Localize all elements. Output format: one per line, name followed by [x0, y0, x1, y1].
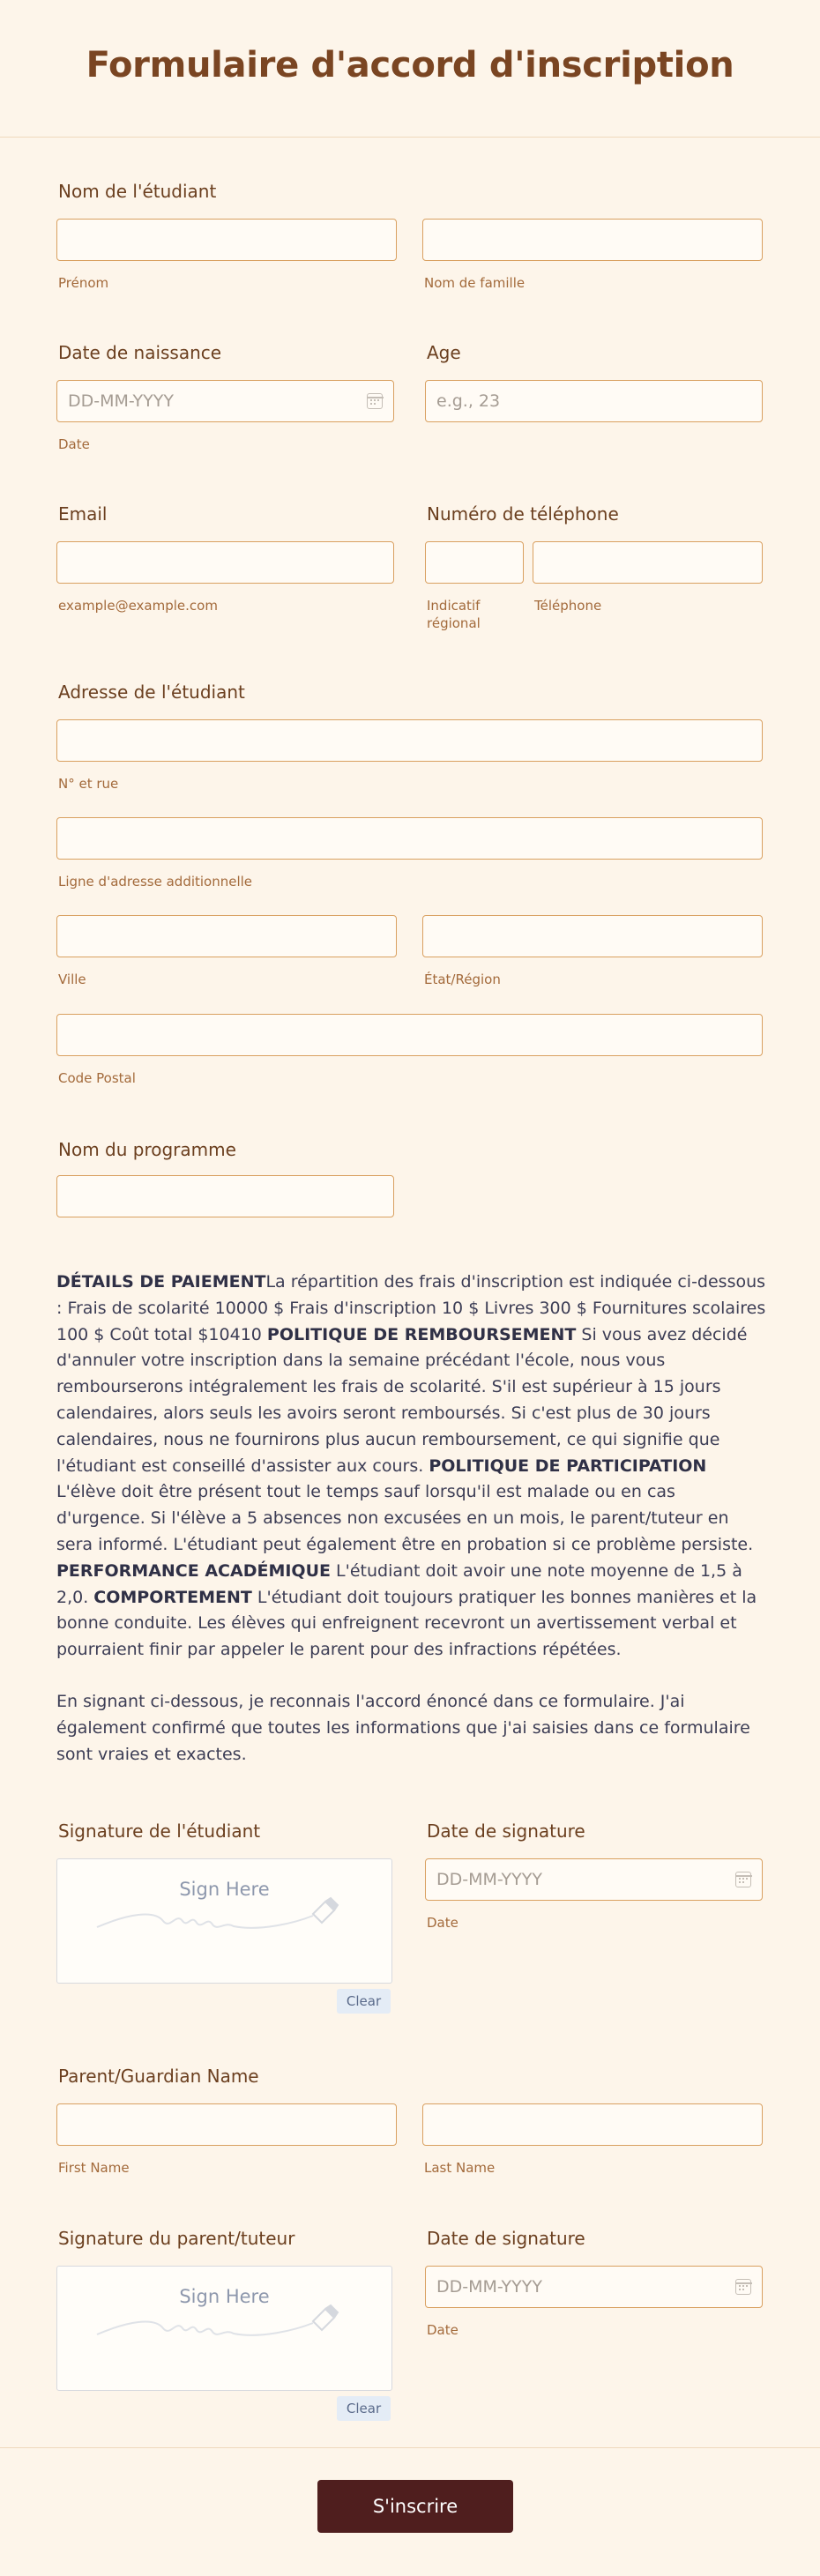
- participation-text: L'élève doit être présent tout le temps sauf lorsqu'il est malade ou en cas d'urgence. Si l'élève a 5 absences non excusées en un mois, le parent/tuteur en sera informé. L'étudiant peut également être en probation si ce problème persiste.: [56, 1482, 754, 1554]
- terms-paragraph: [56, 1269, 767, 1664]
- zip-sublabel: Code Postal: [58, 1070, 136, 1086]
- submit-button[interactable]: S'inscrire: [317, 2480, 513, 2533]
- parent-last-name-input[interactable]: [422, 2103, 763, 2146]
- student-sign-date-placeholder: DD-MM-YYYY: [436, 1870, 542, 1889]
- consent-text: En signant ci-dessous, je reconnais l'accord énoncé dans ce formulaire. J'ai également confirmé que toutes les informations que j'ai saisies dans ce formulaire sont vraies et exactes.: [56, 1692, 750, 1764]
- academic-title: PERFORMANCE ACADÉMIQUE: [56, 1560, 331, 1581]
- birth-date-input[interactable]: [56, 380, 394, 422]
- student-sign-date-label: Date de signature: [427, 1820, 585, 1842]
- behavior-text: L'étudiant doit toujours pratiquer les bonnes manières et la bonne conduite. Les élèves qui enfreignent recevront un avertissement verbal et pourraient finir par appeler le parent pour des infractions répétées.: [56, 1587, 757, 1660]
- behavior-title: COMPORTEMENT: [93, 1587, 252, 1607]
- address-line2-input[interactable]: [56, 817, 763, 860]
- area-code-input[interactable]: [425, 541, 524, 584]
- participation-title: POLITIQUE DE PARTICIPATION: [429, 1456, 707, 1476]
- last-name-sublabel: Nom de famille: [424, 275, 526, 291]
- academic-text: L'étudiant doit avoir une note moyenne de 1,5 à 2,0.: [56, 1560, 742, 1607]
- age-label: Age: [427, 342, 461, 363]
- age-placeholder: e.g., 23: [436, 391, 501, 411]
- student-last-name-input[interactable]: [422, 219, 763, 261]
- birth-date-label: Date de naissance: [58, 342, 222, 363]
- age-input[interactable]: [425, 380, 763, 422]
- refund-title: POLITIQUE DE REMBOURSEMENT: [266, 1324, 577, 1344]
- phone-number-input[interactable]: [533, 541, 763, 584]
- street-sublabel: N° et rue: [58, 776, 119, 792]
- form-title: Formulaire d'accord d'inscription: [86, 44, 734, 86]
- parent-signature-clear-button[interactable]: Clear: [337, 2396, 391, 2421]
- email-sublabel: example@example.com: [58, 598, 218, 614]
- parent-sign-date-placeholder: DD-MM-YYYY: [436, 2277, 542, 2297]
- parent-first-name-sublabel: First Name: [58, 2160, 130, 2176]
- address-line2-sublabel: Ligne d'adresse additionnelle: [58, 874, 253, 890]
- calendar-icon[interactable]: [735, 2279, 751, 2295]
- email-input[interactable]: [56, 541, 394, 584]
- parent-signature-label: Signature du parent/tuteur: [58, 2228, 295, 2249]
- first-name-sublabel: Prénom: [58, 275, 109, 291]
- payment-title: DÉTAILS DE PAIEMENT: [56, 1272, 266, 1292]
- parent-sign-date-label: Date de signature: [427, 2228, 585, 2249]
- student-sign-date-sublabel: Date: [427, 1915, 458, 1931]
- student-name-label: Nom de l'étudiant: [58, 181, 217, 202]
- sign-here-text: Sign Here: [179, 1879, 270, 1900]
- city-sublabel: Ville: [58, 972, 86, 987]
- area-code-sublabel-line2: régional: [427, 615, 481, 631]
- refund-text: Si vous avez décidé d'annuler votre inscription dans la semaine précédant l'école, nous vous rembourserons intégralement les frais de scolarité. S'il est supérieur à 15 jours calendaires, alors seuls les avoirs seront remboursés. Si c'est plus de 30 jours calendaires, nous ne fournirons plus aucun remboursement, ce qui signifie que l'étudiant est conseillé d'assister aux cours.: [56, 1324, 748, 1476]
- student-sign-date-input[interactable]: [425, 1858, 763, 1901]
- student-signature-label: Signature de l'étudiant: [58, 1820, 261, 1842]
- program-label: Nom du programme: [58, 1139, 236, 1160]
- parent-sign-date-sublabel: Date: [427, 2322, 458, 2338]
- parent-signature-pad[interactable]: [56, 2266, 392, 2391]
- state-input[interactable]: [422, 915, 763, 957]
- student-signature-clear-button[interactable]: Clear: [337, 1989, 391, 2014]
- parent-sign-date-input[interactable]: [425, 2266, 763, 2308]
- form-header: [0, 0, 820, 138]
- payment-text: La répartition des frais d'inscription est indiquée ci-dessous : Frais de scolarité 10000 $ Frais d'inscription 10 $ Livres 300 $ Fournitures scolaires 100 $ Coût total $10410: [56, 1272, 766, 1344]
- email-label: Email: [58, 503, 108, 525]
- parent-name-label: Parent/Guardian Name: [58, 2066, 259, 2087]
- phone-sublabel: Téléphone: [534, 598, 602, 614]
- footer-divider: [0, 2447, 820, 2448]
- signature-scribble-icon: [93, 2304, 357, 2348]
- street-address-input[interactable]: [56, 719, 763, 762]
- parent-last-name-sublabel: Last Name: [424, 2160, 496, 2176]
- birth-date-sublabel: Date: [58, 436, 90, 452]
- parent-first-name-input[interactable]: [56, 2103, 397, 2146]
- student-signature-pad[interactable]: [56, 1858, 392, 1984]
- phone-label: Numéro de téléphone: [427, 503, 619, 525]
- program-input[interactable]: [56, 1175, 394, 1217]
- student-first-name-input[interactable]: [56, 219, 397, 261]
- calendar-icon[interactable]: [735, 1872, 751, 1887]
- zip-input[interactable]: [56, 1014, 763, 1056]
- address-label: Adresse de l'étudiant: [58, 681, 245, 703]
- signature-scribble-icon: [93, 1896, 357, 1940]
- sign-here-text: Sign Here: [179, 2286, 270, 2307]
- birth-date-placeholder: DD-MM-YYYY: [68, 391, 174, 411]
- state-sublabel: État/Région: [424, 972, 501, 987]
- city-input[interactable]: [56, 915, 397, 957]
- calendar-icon[interactable]: [367, 393, 383, 409]
- area-code-sublabel-line1: Indicatif: [427, 598, 481, 614]
